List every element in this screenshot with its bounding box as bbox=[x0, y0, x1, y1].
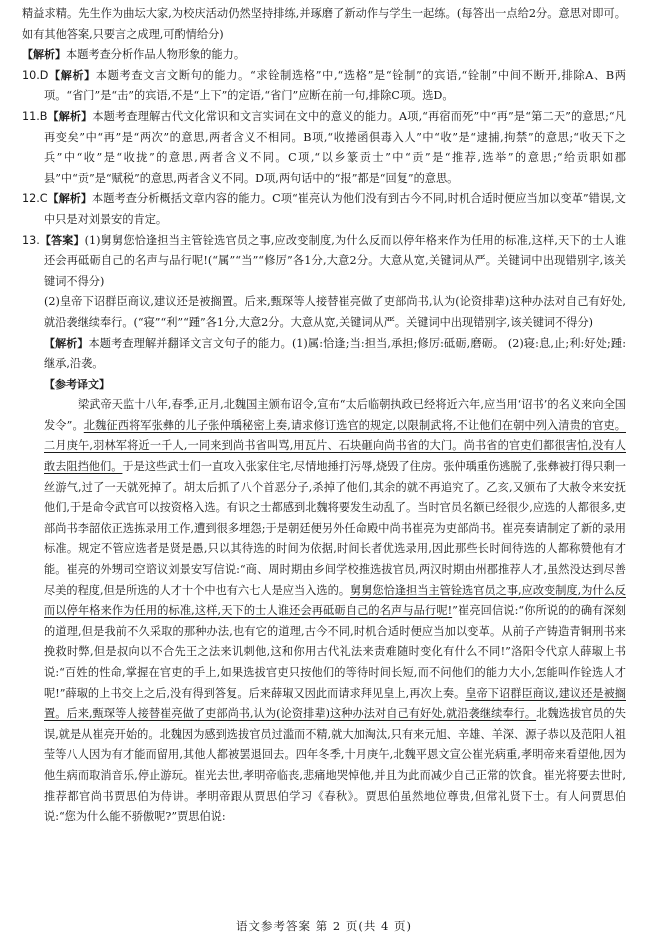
translation-underlined-1: 北魏征西将军张彝的儿子张仲瑀秘密上奏,请求修订选官的规定,以限制武将,不让他们在朝中列入清贵的官吏。二月庚午,羽林军将近一千人,一同来到尚书省叫骂,用瓦片、石块砸向尚书省的大门。尚书省的官吏们都很害怕,没有人敢去阻挡他们。 bbox=[44, 418, 626, 474]
question-number: 13. bbox=[22, 233, 40, 247]
translation-sentence-5: ”崔亮回信说:“你所说的的确有深刻的道理,但是我前不久采取的那种办法,也有它的道理,古今不同,时机合适时便应当加以变革。从前子产铸造青铜刑书来挽救时弊,但是叔向以不合先王之法来讥刺他,这和你用古代礼法来责难随时变化有什么不同!”洛阳令代京人薛琡上书说:“百姓的性命,掌握在官吏的手上,如果选拔官吏只按他们的等待时间长短,而不问他们的能力大小,怎能叫作铨选人才呢!”薛琡的上书交上之后,没有得到答复。后来薛琡又因此而请求拜见皇上,再次上奏。 bbox=[44, 604, 626, 700]
answer-q11 bbox=[22, 107, 626, 189]
analysis-text: 本题考查分析作品人物形象的能力。 bbox=[66, 48, 246, 62]
translation-sentence-7: 北魏选拔官员的失误,就是从崔亮开始的。北魏因为感到选拔官员过滥而不精,就大加淘汰,只有来元旭、辛雄、羊深、源子恭以及范阳人祖莹等八人因为有才能而留用,其他人都被罢退回去。四年冬季,十月庚午,北魏平恩文宣公崔光病重,孝明帝来看望他,因为他生病而取消音乐,停止游玩。崔光去世,孝明帝临丧,悲痛地哭悼他,并且为此而减少自己正常的饮食。崔光将要去世时,推荐都官尚书贾思伯为侍讲。孝明帝跟从贾思伯学习《春秋》。贾思伯虽然地位尊贵,但常礼贤下士。有人问贾思伯说:“您为什么能不骄傲呢?”贾思伯说: bbox=[44, 707, 626, 824]
answer-q13-analysis bbox=[22, 334, 626, 375]
question-number: 10.D bbox=[22, 68, 49, 82]
translation-sentence-3: 于是这些武士们一直攻入张家住宅,尽情地捶打污辱,烧毁了住房。张仲瑀重伤逃脱了,张彝被打得只剩一丝游气,过了一天就死掉了。胡太后抓了八个首恶分子,杀掉了他们,其余的就不再追究了。乙亥,又颁布了大赦令来安抚他们,于是命令武官可以按资格入选。有识之士都感到北魏将要发生动乱了。当时官员名额已经很少,应选的人都很多,吏部尚书李韶依正选拣录用工作,遭到很多埋怨;于是朝廷便另外任命殿中尚书崔亮为吏部尚书。崔亮奏请制定了新的录用标准。规定不管应选者是贤是愚,只以其待选的时间为依据,时间长者优选录用,因此那些长时间待选的人都称赞他有才能。崔亮的外甥司空谘议刘景安写信说:“商、周时期由乡间学校推选拔官员,两汉时期由州郡推荐人才,虽然没达到尽善尽美的程度,但是所选的人才十个中也有六七人是应当入选的。 bbox=[44, 460, 626, 597]
analysis-text: 本题考查文言文断句的能力。“求铨制选格”中,“选格”是“铨制”的宾语,“铨制”中间不断开,排除A、B两项。“省门”是“击”的宾语,不是“上下”的定语,“省门”应断在前一句,排除C项。选D。 bbox=[44, 68, 626, 103]
footer-text: 语文参考答案 第 2 页(共 4 页) bbox=[236, 919, 412, 933]
analysis-text: 本题考查理解并翻译文言文句子的能力。(1)属:恰逢;当:担当,承担;修厉:砥砺,磨砺。 (2)寝:息,止;利:好处;踵:继承,沿袭。 bbox=[44, 336, 626, 371]
intro-continuation bbox=[22, 4, 626, 45]
answer-q10 bbox=[22, 66, 626, 107]
question-number: 12.C bbox=[22, 192, 48, 206]
analysis-text: 本题考查理解古代文化常识和文言实词在文中的意义的能力。A项,“再宿而死”中“再”是“第二天”的意思;“凡再变矣”中“再”是“两次”的意思,两者含义不相同。B项,“收捲函倶毒入人”中“收”是“逮捕,拘禁”的意思;“收天下之兵”中“收”是“收拢”的意思,两者含义不同。C项,“以乡篆贡士”中“贡”是“推荐,选举”的意思;“给贡职如郡县”中“贡”是“赋税”的意思,两者含义不同。D项,两句话中的“报”都是“回复”的意思。 bbox=[44, 109, 626, 185]
translation-heading bbox=[22, 375, 626, 396]
answer-part-1: (1)舅舅您恰逢担当主管铨选官员之事,应改变制度,为什么反而以停年格来作为任用的标准,这样,天下的士人谁还会再砥砺自己的名声与品行呢!(“属”“当”“修厉”各1分,大意2分。大意从宽,关键词从严。关键词中出现错别字,该关键词不得分) bbox=[44, 233, 627, 288]
translation-underlined-3: 皇帝下诏群臣商议,建议还是被搁置。后来,甄琛等人接替崔亮做了吏部尚书,认为(论资排辈)这种办法对自己有好处,就沿袭继续奉行。 bbox=[44, 686, 626, 721]
translation-sentence-1: 梁武帝天监十八年,春季,正月,北魏国主颁布诏令,宣布“太后临朝执政已经将近六年,应当用‘诏书’的名义来向全国发令”。 bbox=[44, 398, 626, 432]
answer-q12 bbox=[22, 189, 626, 230]
answer-q13-part-2 bbox=[22, 292, 626, 333]
page-footer bbox=[0, 916, 648, 937]
analysis-tag: 【解析】 bbox=[47, 192, 92, 206]
answer-tag: 【答案】 bbox=[39, 233, 85, 247]
analysis-text: 本题考查分析概括文章内容的能力。C项“崔亮认为他们没有到古今不同,时机合适时便应当加以变革”错误,文中只是对刘景安的肯定。 bbox=[44, 192, 626, 226]
intro-analysis bbox=[22, 45, 626, 66]
analysis-tag: 【解析】 bbox=[48, 68, 96, 82]
analysis-tag: 【解析】 bbox=[44, 336, 89, 350]
analysis-tag: 【解析】 bbox=[22, 48, 66, 62]
question-number: 11.B bbox=[22, 109, 48, 123]
translation-underlined-2: 舅舅您恰逢担当主管铨选官员之事,应改变制度,为什么反而以停年格来作为任用的标准,这样,天下的士人谁还会再砥砺自己的名声与品行呢! bbox=[44, 583, 626, 618]
answer-q13 bbox=[22, 231, 626, 293]
translation-body bbox=[22, 395, 626, 827]
analysis-tag: 【解析】 bbox=[47, 109, 93, 123]
intro-line: 精益求精。先生作为曲坛大家,为校庆活动仍然坚持排练,并琢磨了新动作与学生一起练。(每答出一点给2分。意思对即可。如有其他答案,只要言之成理,可酌情给分) bbox=[22, 7, 626, 41]
answer-part-2: (2)皇帝下诏群臣商议,建议还是被搁置。后来,甄琛等人接替崔亮做了吏部尚书,认为(论资排辈)这种办法对自己有好处,就沿袭继续奉行。(“寝”“利”“踵”各1分,大意2分。大意从宽,关键词从严。关键词中出现错别字,该关键词不得分) bbox=[44, 295, 626, 329]
translation-tag: 【参考译文】 bbox=[44, 377, 110, 391]
